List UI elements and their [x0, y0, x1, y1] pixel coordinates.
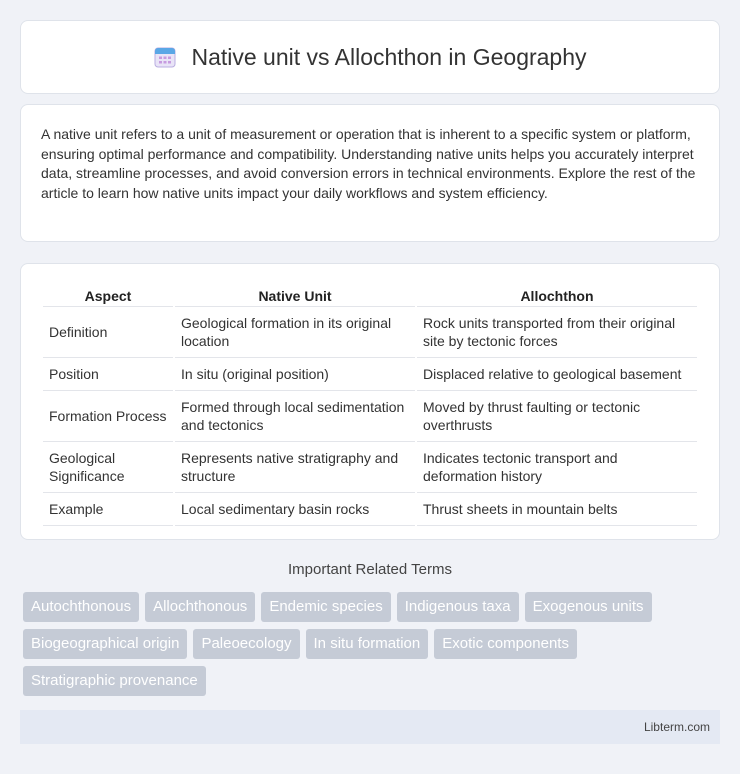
table-row: [43, 358, 697, 391]
comparison-table: [41, 284, 699, 526]
comparison-table-card: [20, 263, 720, 540]
related-term-tag[interactable]: Paleoecology: [193, 629, 299, 659]
table-cell: Moved by thrust faulting or tectonic overthrusts: [417, 391, 697, 442]
table-row: [43, 493, 697, 526]
header-aspect: Aspect: [43, 284, 173, 307]
table-cell: Rock units transported from their original site by tectonic forces: [417, 307, 697, 358]
calendar-icon: [153, 45, 177, 69]
table-cell: Geological Significance: [43, 442, 173, 493]
table-cell: Formation Process: [43, 391, 173, 442]
table-cell: Thrust sheets in mountain belts: [417, 493, 697, 526]
table-cell: Represents native stratigraphy and structure: [175, 442, 415, 493]
related-term-tag[interactable]: In situ formation: [306, 629, 429, 659]
table-cell: Position: [43, 358, 173, 391]
table-cell: Formed through local sedimentation and tectonics: [175, 391, 415, 442]
table-row: [43, 307, 697, 358]
related-term-tag[interactable]: Indigenous taxa: [397, 592, 519, 622]
footer: [20, 710, 720, 744]
table-cell: Displaced relative to geological basement: [417, 358, 697, 391]
page-title: Native unit vs Allochthon in Geography: [191, 43, 587, 70]
table-row: [43, 442, 697, 493]
related-term-tag[interactable]: Stratigraphic provenance: [23, 666, 206, 696]
intro-card: [20, 104, 720, 242]
intro-text: A native unit refers to a unit of measurement or operation that is inherent to a specific system or platform, ensuring optimal performance and compatibility. Understanding native units helps you accurately interpret data, streamline processes, and avoid conversion errors in technical environments. Explore the rest of the article to learn how native units impact your daily workflows and system efficiency.: [41, 126, 696, 201]
related-term-tag[interactable]: Exogenous units: [525, 592, 652, 622]
related-term-tag[interactable]: Autochthonous: [23, 592, 139, 622]
title-wrap: [153, 44, 586, 71]
table-cell: Local sedimentary basin rocks: [175, 493, 415, 526]
header-native-unit: Native Unit: [175, 284, 415, 307]
header-card: [20, 20, 720, 94]
table-cell: Geological formation in its original location: [175, 307, 415, 358]
table-cell: Indicates tectonic transport and deformation history: [417, 442, 697, 493]
related-terms-title: Important Related Terms: [288, 561, 452, 578]
table-cell: Definition: [43, 307, 173, 358]
related-term-tag[interactable]: Biogeographical origin: [23, 629, 187, 659]
related-term-tag[interactable]: Exotic components: [434, 629, 577, 659]
table-row: [43, 391, 697, 442]
header-allochthon: Allochthon: [417, 284, 697, 307]
table-cell: Example: [43, 493, 173, 526]
footer-site-link[interactable]: Libterm.com: [643, 720, 710, 734]
related-terms-list: [23, 592, 723, 696]
table-header-row: [43, 284, 697, 307]
related-term-tag[interactable]: Endemic species: [261, 592, 390, 622]
table-cell: In situ (original position): [175, 358, 415, 391]
related-term-tag[interactable]: Allochthonous: [145, 592, 255, 622]
